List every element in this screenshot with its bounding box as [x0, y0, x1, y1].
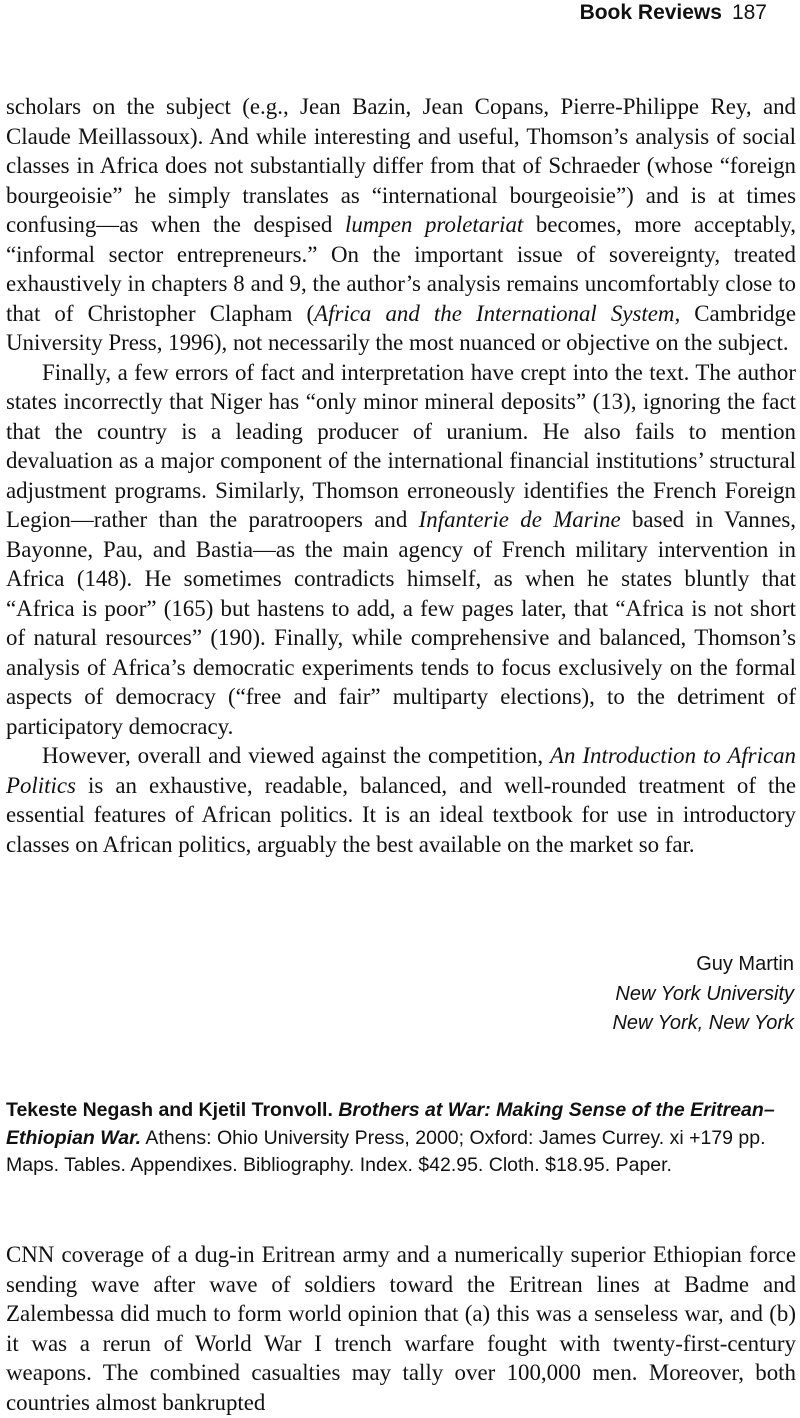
- section-title: Book Reviews: [579, 1, 722, 24]
- book-title: Brothers at War: Making Sense of the Eritrean–Ethiopian War.: [6, 1099, 775, 1149]
- text-run: Cambridge University Press, 1996), not necessarily the most nuanced or objective on the subject.: [6, 300, 797, 355]
- publication-details: Athens: Ohio University Press, 2000; Oxford: James Currey. xi +179 pp. Maps. Tables. Appendixes. Bibliography. Index. $42.95. Cloth. $18.95. Paper.: [6, 1126, 766, 1176]
- review-body: [6, 1240, 796, 1417]
- page-number: 187: [731, 1, 767, 24]
- text-run: scholars on the subject (e.g., Jean Bazin, Jean Copans, Pierre-Philippe Rey, and Claude Meillassoux). And while interesting and useful, Thomson’s analysis of social classes in Africa does not substantially differ from that of Schraeder (whose “foreign bourgeoisie” he simply translates as “international bourgeoisie”) and is at times confusing—as when the despised: [6, 94, 796, 237]
- paragraph: CNN coverage of a dug-in Eritrean army and a numerically superior Ethiopian force sending wave after wave of soldiers toward the Eritrean lines at Badme and Zalembessa did much to form world opinion that (a) this was a senseless war, and (b) it was a rerun of World War I trench warfare fought with twenty-first-century weapons. The combined casualties may tally over 100,000 men. Moreover, both countries almost bankrupted: [6, 1242, 796, 1415]
- reviewer-institution: New York University: [615, 982, 794, 1005]
- text-run: based in Vannes, Bayonne, Pau, and Bastia—as the main agency of French military intervention in Africa (148). He sometimes contradicts himself, as when he states bluntly that “Africa is poor” (165) but hastens to add, a few pages later, that “Africa is not short of natural resources” (190). Finally, while comprehensive and balanced, Thomson’s analysis of Africa’s democratic experiments tends to focus exclusively on the formal aspects of democracy (“free and fair” multiparty elections), to the detriment of participatory democracy.: [6, 507, 796, 739]
- paragraph: [6, 358, 796, 742]
- review-body-continued: [6, 92, 796, 859]
- review-heading: [6, 1097, 796, 1180]
- reviewer-name: Guy Martin: [696, 953, 794, 975]
- book-title-reference: Africa and the International System,: [314, 300, 681, 326]
- text-run: is an exhaustive, readable, balanced, and well-rounded treatment of the essential features of African politics. It is an ideal textbook for use in introductory classes on African politics, arguably the best available on the market so far.: [6, 772, 796, 857]
- italic-term: Infanterie de Marine: [418, 507, 621, 532]
- italic-term: lumpen proletariat: [344, 212, 524, 237]
- reviewer-signature: [612, 950, 794, 1039]
- text-run: However, overall and viewed against the competition,: [42, 743, 551, 768]
- paragraph: [6, 741, 796, 859]
- book-authors: Tekeste Negash and Kjetil Tronvoll.: [6, 1099, 333, 1121]
- reviewer-location: New York, New York: [612, 1012, 794, 1034]
- book-title-reference: An Introduction to African Politics: [6, 743, 796, 798]
- text-run: becomes, more acceptably, “informal sector entrepreneurs.” On the important issue of sovereignty, treated exhaustively in chapters 8 and 9, the author’s analysis remains uncomfortably close to that of Christopher Clapham (: [6, 212, 796, 326]
- running-header: [580, 0, 767, 26]
- paragraph: [6, 92, 796, 358]
- text-run: Finally, a few errors of fact and interpretation have crept into the text. The author states incorrectly that Niger has “only minor mineral deposits” (13), ignoring the fact that the country is a leading producer of uranium. He also fails to mention devaluation as a major component of the international financial institutions’ structural adjustment programs. Similarly, Thomson erroneously identifies the French Foreign Legion—rather than the paratroopers and: [6, 359, 796, 532]
